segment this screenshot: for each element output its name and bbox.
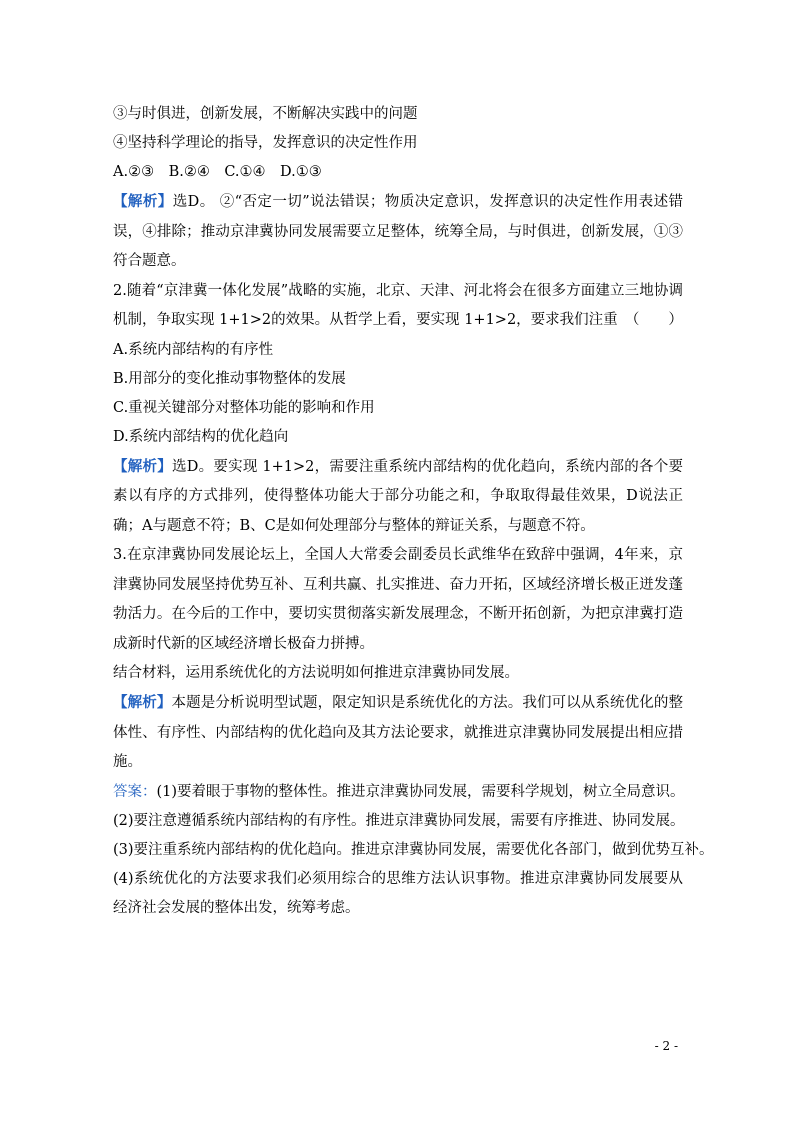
answer-tag: 答案： [113,783,157,800]
q2-option-b: B.用部分的变化推动事物整体的发展 [113,370,346,387]
answer-1-text: (1)要着眼于事物的整体性。推进京津冀协同发展，需要科学规划，树立全局意识。 [156,783,685,800]
q2-analysis-paragraph [113,452,683,542]
q1-analysis-text: 选D。 ②“否定一切”说法错误；物质决定意识，发挥意识的决定性作用表述错误，④排除；推动京津冀协同发展需要立足整体，统筹全局，与时俱进，创新发展，①③符合题意。 [113,194,684,269]
answer-choices-line: A.②③ B.②④ C.①④ D.①③ [113,164,322,180]
q3-task: 结合材料，运用系统优化的方法说明如何推进京津冀协同发展。 [113,665,519,681]
q3-answer-2: (2)要注意遵循系统内部结构的有序性。推进京津冀协同发展，需要有序推进、协同发展。 [113,812,685,829]
q2-stem: 2.随着“京津冀一体化发展”战略的实施，北京、天津、河北将会在很多方面建立三地协调机制，争取实现 1+1>2的效果。从哲学上看，要实现 1+1>2，要求我们注重 （ ） [113,282,683,328]
page-number: - 2 - [654,1039,678,1053]
q2-analysis-text: 选D。要实现 1+1>2，需要注重系统内部结构的优化趋向，系统内部的各个要素以有序的方式排列，使得整体功能大于部分功能之和，争取取得最佳效果，D说法正确；A与题意不符；B、C是如何处理部分与整体的辩证关系，与题意不符。 [113,458,683,534]
q3-answer-4: (4)系统优化的方法要求我们必须用综合的思维方法认识事物。推进京津冀协同发展要从经济社会发展的整体出发，统筹考虑。 [113,870,683,916]
q2-option-c: C.重视关键部分对整体功能的影响和作用 [113,399,375,416]
analysis-tag: 【解析】 [113,457,172,475]
option-4-line: ④坚持科学理论的指导，发挥意识的决定性作用 [113,135,418,151]
analysis-tag: 【解析】 [113,694,172,711]
q2-option-a: A.系统内部结构的有序性 [113,341,274,358]
q3-answer-1 [113,778,683,807]
analysis-tag: 【解析】 [113,193,173,210]
page-content [113,100,714,924]
q3-answer-3: (3)要注重系统内部结构的优化趋向。推进京津冀协同发展，需要优化各部门，做到优势互补。 [113,841,714,858]
q2-option-d: D.系统内部结构的优化趋向 [113,428,289,445]
q3-analysis-paragraph [113,688,683,778]
option-3-line: ③与时俱进，创新发展，不断解决实践中的问题 [113,106,418,122]
q3-stem: 3.在京津冀协同发展论坛上，全国人大常委会副委员长武维华在致辞中强调，4年来，京津冀协同发展坚持优势互补、互利共赢、扎实推进、奋力开拓，区域经济增长极正迸发蓬勃活力。在今后的工作中，要切实贯彻落实新发展理念，不断开拓创新，为把京津冀打造成新时代新的区域经济增长极奋力拼搏。 [113,547,683,652]
q3-analysis-text: 本题是分析说明型试题，限定知识是系统优化的方法。我们可以从系统优化的整体性、有序性、内部结构的优化趋向及其方法论要求，就推进京津冀协同发展提出相应措施。 [113,695,684,770]
q1-analysis-paragraph [113,187,683,277]
